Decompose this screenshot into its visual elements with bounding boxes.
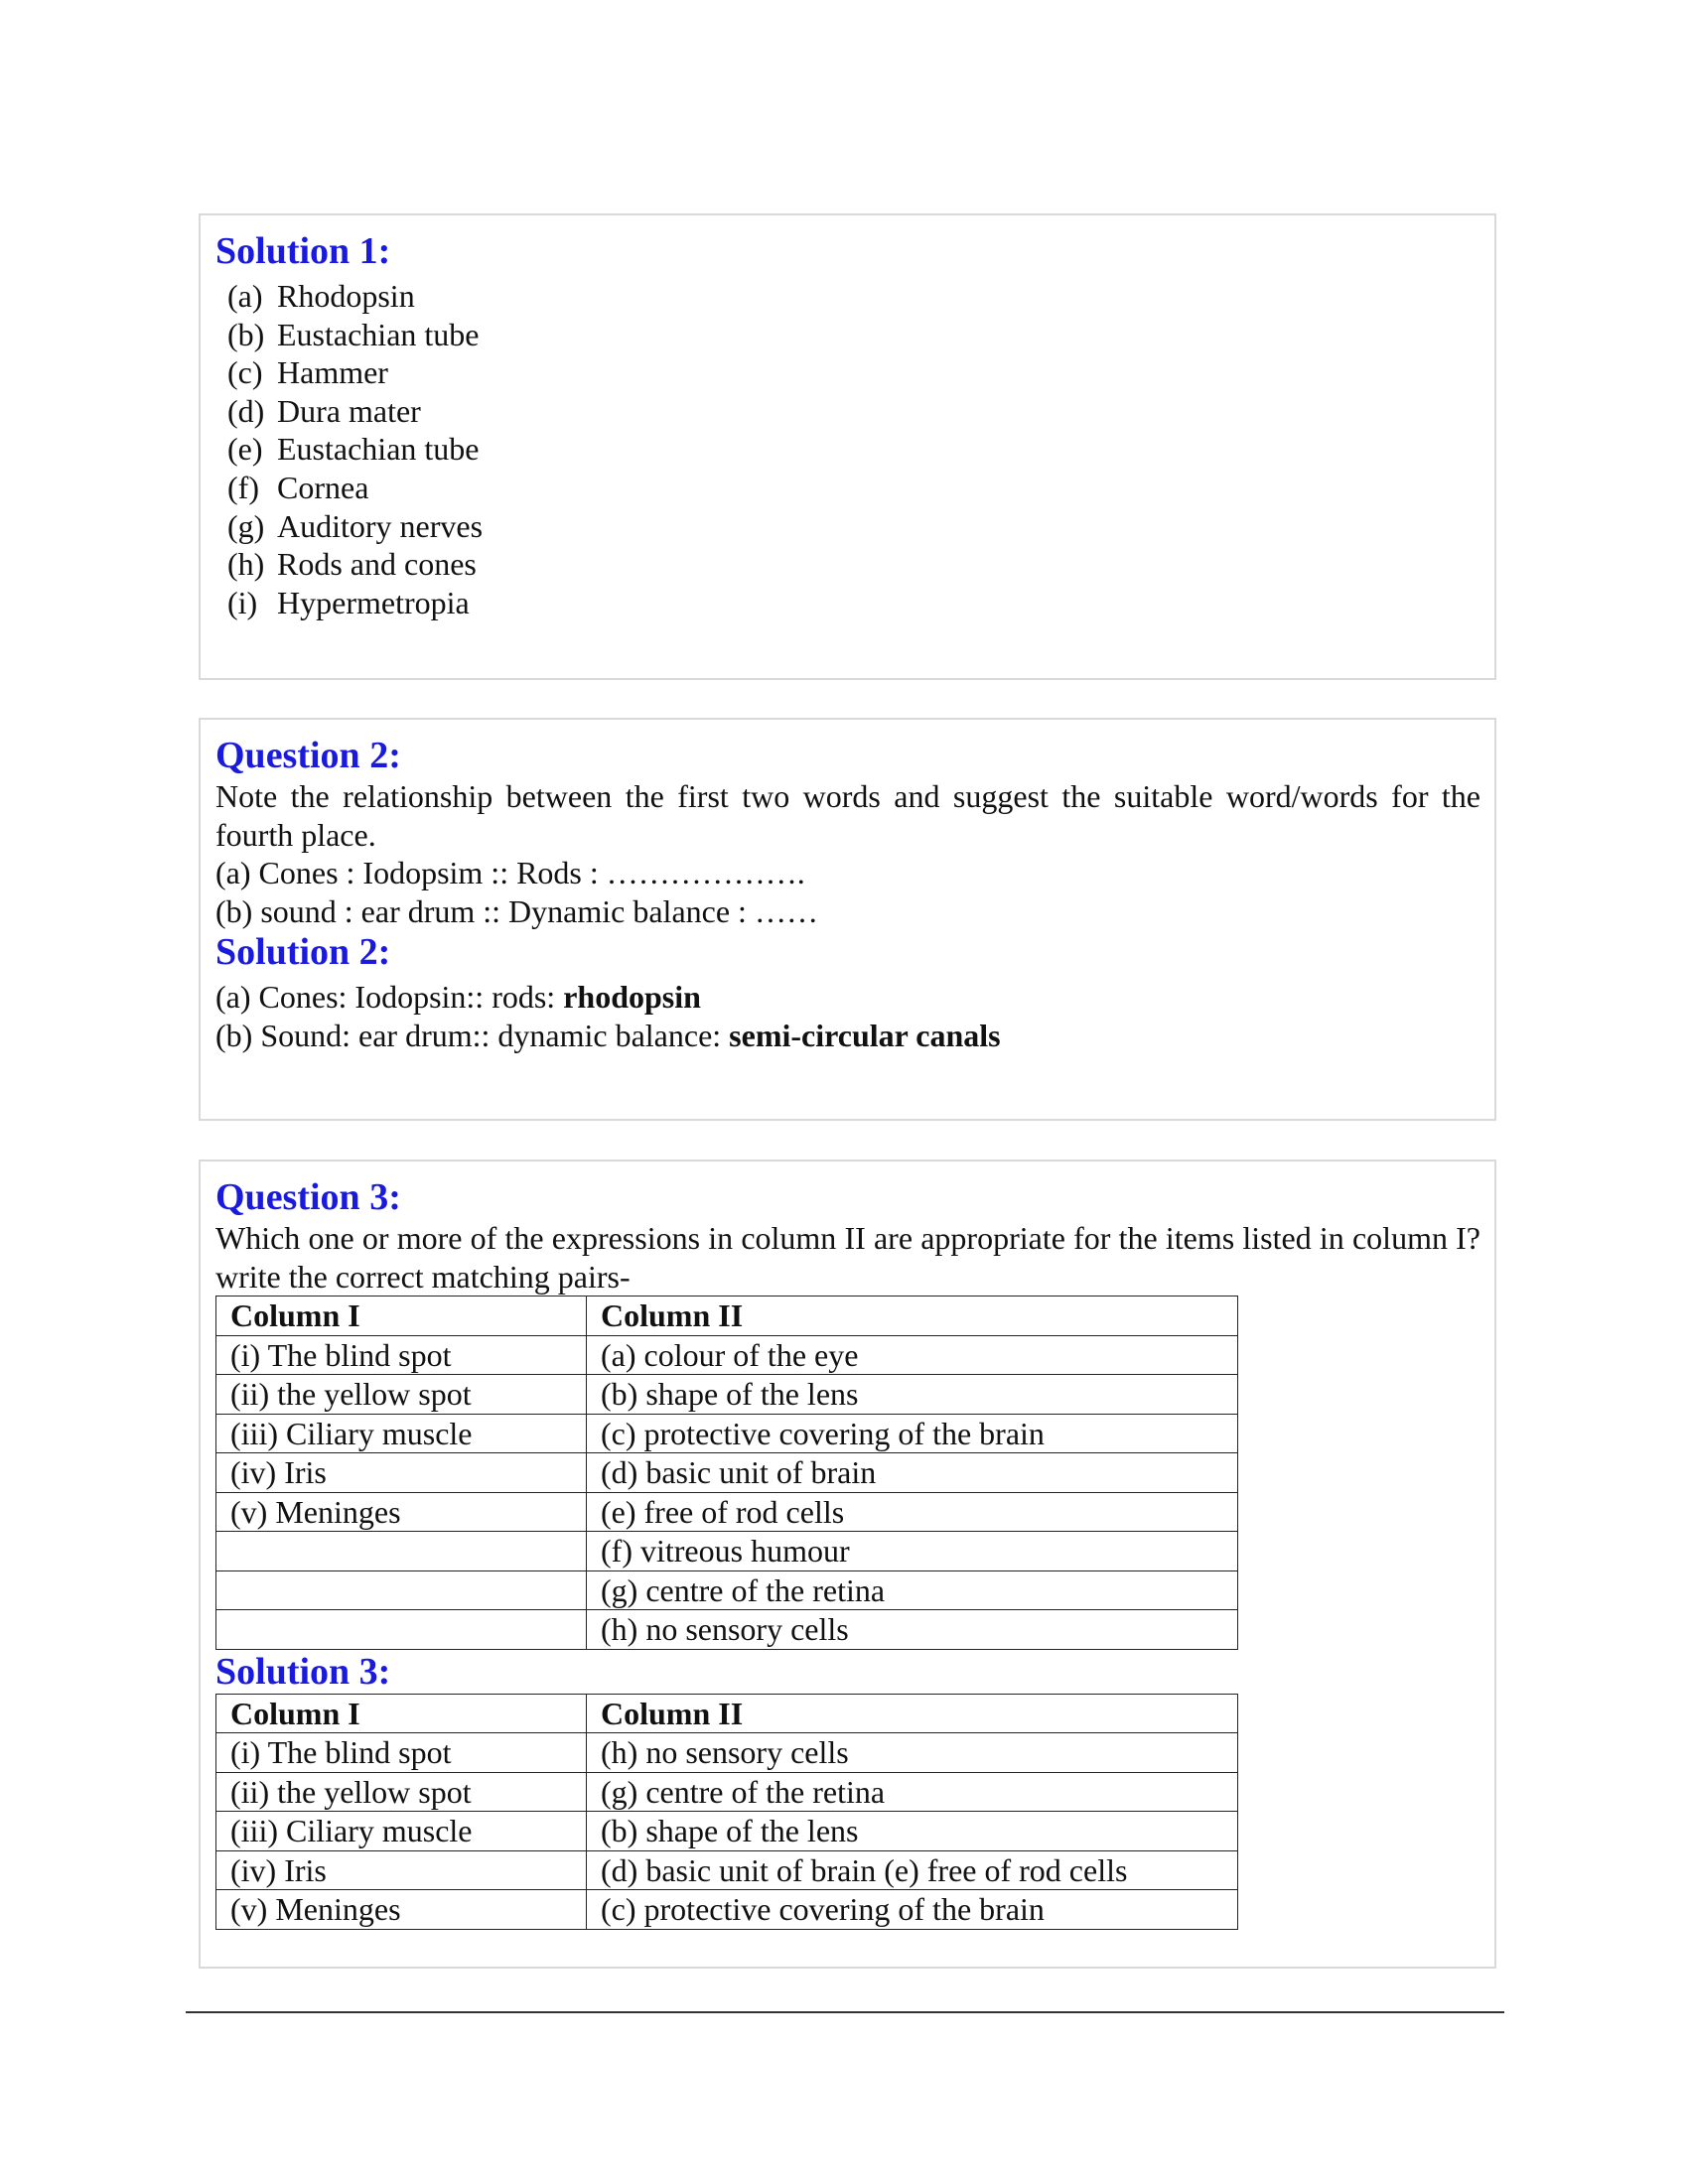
- solution-1-list: [227, 277, 1480, 621]
- table-cell: (f) vitreous humour: [587, 1532, 1238, 1571]
- solution-1-heading: Solution 1:: [215, 230, 391, 272]
- solution-1-box: [199, 213, 1496, 680]
- table-cell: (g) centre of the retina: [587, 1570, 1238, 1610]
- table-cell: (h) no sensory cells: [587, 1733, 1238, 1773]
- table-row: [216, 1532, 1238, 1571]
- table-row: [216, 1375, 1238, 1415]
- list-item: [227, 392, 1480, 431]
- table-row: [216, 1733, 1238, 1773]
- item-marker: (h): [227, 546, 265, 583]
- solution-2-answer-b: [215, 1017, 1480, 1055]
- solution-3-table: [215, 1694, 1238, 1930]
- item-text: Cornea: [277, 469, 369, 505]
- item-marker: (c): [227, 354, 263, 391]
- column-header: Column II: [587, 1694, 1238, 1733]
- table-cell: (ii) the yellow spot: [216, 1772, 587, 1812]
- list-item: [227, 353, 1480, 392]
- item-marker: (a): [227, 278, 263, 314]
- item-marker: (f): [227, 469, 259, 505]
- question-2-line-a: (a) Cones : Iodopsim :: Rods : ……………….: [215, 855, 805, 890]
- table-cell: (g) centre of the retina: [587, 1772, 1238, 1812]
- item-marker: (b): [227, 316, 265, 352]
- table-cell: (v) Meninges: [216, 1890, 587, 1930]
- table-cell: (d) basic unit of brain: [587, 1453, 1238, 1493]
- table-cell: (b) shape of the lens: [587, 1812, 1238, 1851]
- table-row: [216, 1610, 1238, 1650]
- table-row: [216, 1772, 1238, 1812]
- table-cell: (e) free of rod cells: [587, 1492, 1238, 1532]
- table-row: [216, 1335, 1238, 1375]
- footer-divider: [186, 2011, 1504, 2013]
- table-row: [216, 1812, 1238, 1851]
- list-item: [227, 277, 1480, 316]
- table-cell: (v) Meninges: [216, 1492, 587, 1532]
- solution-3-heading: Solution 3:: [215, 1650, 391, 1693]
- table-cell: (d) basic unit of brain (e) free of rod cells: [587, 1850, 1238, 1890]
- list-item: [227, 584, 1480, 622]
- table-header-row: [216, 1694, 1238, 1733]
- item-text: Hypermetropia: [277, 584, 470, 620]
- column-header: Column I: [216, 1297, 587, 1336]
- question-2-heading: Question 2:: [215, 735, 401, 776]
- table-cell: [216, 1610, 587, 1650]
- table-cell: (a) colour of the eye: [587, 1335, 1238, 1375]
- table-cell: (b) shape of the lens: [587, 1375, 1238, 1415]
- item-marker: (i): [227, 584, 258, 620]
- table-cell: (c) protective covering of the brain: [587, 1890, 1238, 1930]
- table-cell: (iii) Ciliary muscle: [216, 1414, 587, 1453]
- table-row: [216, 1414, 1238, 1453]
- item-text: Rods and cones: [277, 546, 477, 583]
- table-row: [216, 1492, 1238, 1532]
- question-2-prompt: Note the relationship between the first two words and suggest the suitable word/words for the fourth place.: [215, 778, 1480, 853]
- list-item: [227, 469, 1480, 507]
- table-cell: [216, 1570, 587, 1610]
- question-2-line-b: (b) sound : ear drum :: Dynamic balance : ……: [215, 892, 818, 929]
- question-3-prompt: Which one or more of the expressions in column II are appropriate for the items listed in column I? write the correct matching pairs-: [215, 1220, 1480, 1295]
- item-marker: (g): [227, 507, 265, 544]
- table-cell: (iv) Iris: [216, 1453, 587, 1493]
- list-item: [227, 507, 1480, 546]
- column-header: Column I: [216, 1694, 587, 1733]
- answer-bold: semi-circular canals: [729, 1017, 1001, 1053]
- table-row: [216, 1570, 1238, 1610]
- column-header: Column II: [587, 1297, 1238, 1336]
- table-row: [216, 1850, 1238, 1890]
- table-cell: [216, 1532, 587, 1571]
- solution-2-answer-a: [215, 978, 1480, 1017]
- question-3-heading: Question 3:: [215, 1176, 401, 1218]
- item-marker: (e): [227, 431, 263, 468]
- question-2-box: [199, 718, 1496, 1121]
- table-cell: (iv) Iris: [216, 1850, 587, 1890]
- table-cell: (iii) Ciliary muscle: [216, 1812, 587, 1851]
- item-marker: (d): [227, 392, 265, 429]
- item-text: Auditory nerves: [277, 507, 484, 544]
- list-item: [227, 430, 1480, 469]
- list-item: [227, 545, 1480, 584]
- item-text: Hammer: [277, 354, 388, 391]
- table-row: [216, 1453, 1238, 1493]
- question-3-table: [215, 1296, 1238, 1650]
- table-cell: (c) protective covering of the brain: [587, 1414, 1238, 1453]
- item-text: Dura mater: [277, 392, 421, 429]
- table-cell: (h) no sensory cells: [587, 1610, 1238, 1650]
- question-3-box: [199, 1160, 1496, 1969]
- solution-2-heading: Solution 2:: [215, 931, 391, 973]
- list-item: [227, 316, 1480, 354]
- item-text: Eustachian tube: [277, 431, 480, 468]
- table-cell: (i) The blind spot: [216, 1335, 587, 1375]
- answer-bold: rhodopsin: [563, 979, 701, 1015]
- table-row: [216, 1890, 1238, 1930]
- answer-prefix: (b) Sound: ear drum:: dynamic balance:: [215, 1017, 730, 1053]
- item-text: Eustachian tube: [277, 316, 480, 352]
- item-text: Rhodopsin: [277, 278, 415, 314]
- table-cell: (ii) the yellow spot: [216, 1375, 587, 1415]
- answer-prefix: (a) Cones: Iodopsin:: rods:: [215, 979, 564, 1015]
- table-cell: (i) The blind spot: [216, 1733, 587, 1773]
- table-header-row: [216, 1297, 1238, 1336]
